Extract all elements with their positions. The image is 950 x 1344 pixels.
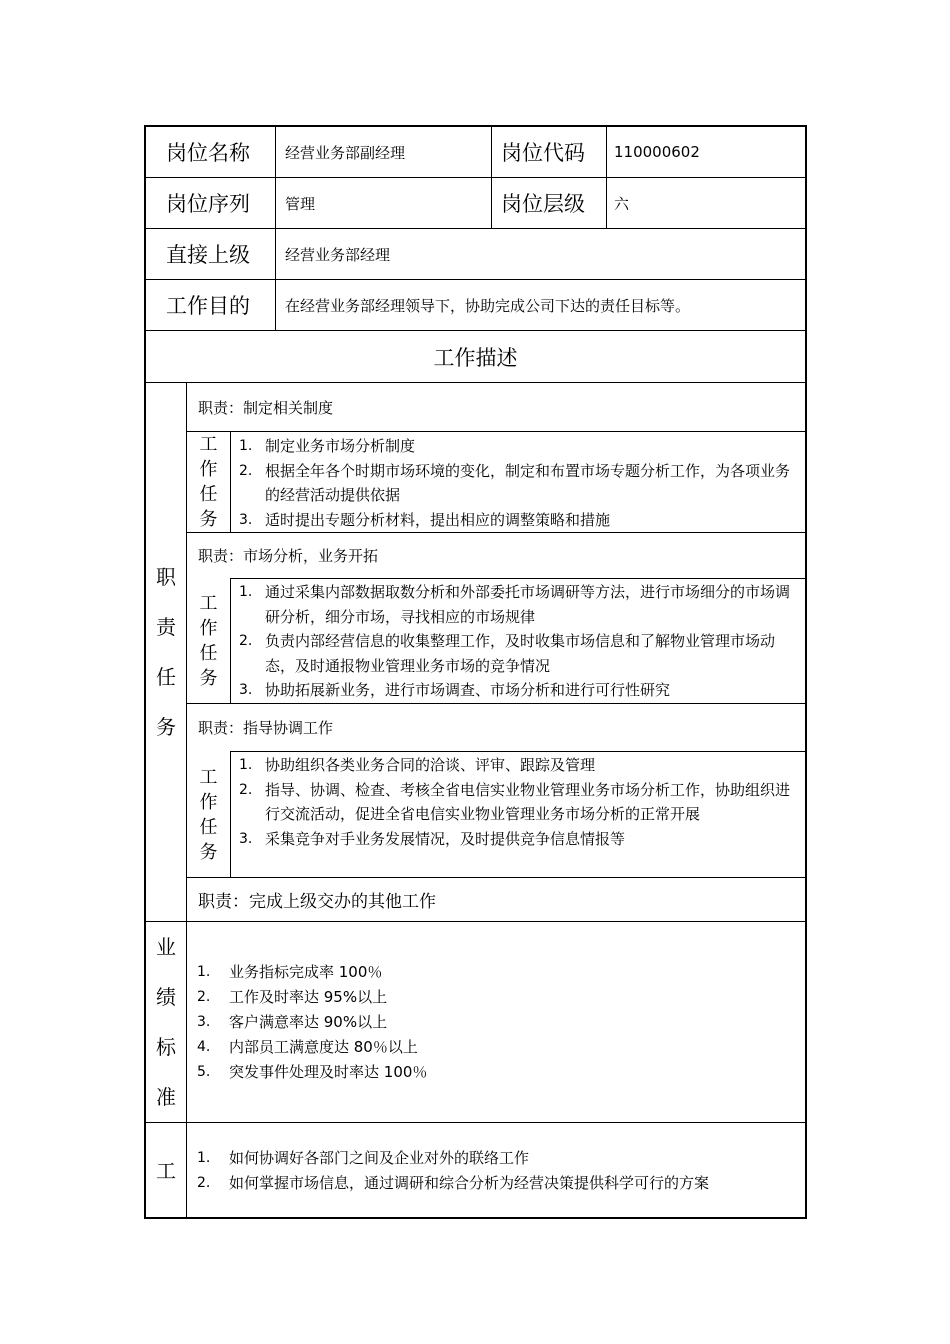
performance-item: 3. 客户满意率达 90%以上 — [197, 1013, 388, 1031]
purpose-value: 在经营业务部经理领导下，协助完成公司下达的责任目标等。 — [285, 296, 691, 315]
task-item: 1. 制定业务市场分析制度 — [239, 437, 416, 455]
task-item: 2. 指导、协调、检查、考核全省电信实业物业管理业务市场分析工作，协助组织进行交流活动，促进全省电信实业物业管理业务市场分析的正常开展 — [239, 780, 791, 823]
level-value: 六 — [614, 194, 630, 213]
task-label: 工 作 任 务 — [199, 434, 218, 530]
duties-section-label: 职 责 任 务 — [156, 565, 176, 739]
task-list — [231, 752, 805, 877]
performance-item: 4. 内部员工满意度达 80％以上 — [197, 1038, 418, 1056]
task-item: 3. 协助拓展新业务，进行市场调查、市场分析和进行可行性研究 — [239, 681, 671, 699]
performance-list — [187, 922, 805, 1122]
task-item: 1. 通过采集内部数据取数分析和外部委托市场调研等方法，进行市场细分的市场调研分析，细分市场，寻找相应的市场规律 — [239, 583, 791, 626]
sequence-label: 岗位序列 — [166, 192, 250, 216]
task-item: 2. 根据全年各个时期市场环境的变化，制定和布置市场专题分析工作，为各项业务的经营活动提供依据 — [239, 461, 791, 504]
task-list — [231, 432, 805, 532]
task-item: 2. 负责内部经营信息的收集整理工作，及时收集市场信息和了解物业管理市场动态，及时通报物业管理业务市场的竞争情况 — [239, 632, 776, 675]
difficulty-item: 2. 如何掌握市场信息，通过调研和综合分析为经营决策提供科学可行的方案 — [197, 1174, 710, 1192]
level-label: 岗位层级 — [501, 192, 585, 216]
work-description-title: 工作描述 — [433, 345, 518, 370]
task-item: 3. 适时提出专题分析材料，提出相应的调整策略和措施 — [239, 510, 611, 529]
performance-section-label: 业 绩 标 准 — [156, 935, 176, 1109]
position-name-label: 岗位名称 — [166, 141, 250, 165]
position-name-value: 经营业务部副经理 — [285, 143, 406, 162]
position-code-value: 110000602 — [614, 143, 700, 161]
job-description-table — [144, 125, 807, 1219]
task-item: 3. 采集竞争对手业务发展情况，及时提供竞争信息情报等 — [239, 829, 626, 848]
superior-label: 直接上级 — [166, 243, 250, 267]
task-list — [231, 579, 805, 703]
difficulty-section-label: 工 — [156, 1159, 176, 1183]
duty-title: 职责：制定相关制度 — [198, 398, 334, 417]
difficulty-item: 1. 如何协调好各部门之间及企业对外的联络工作 — [197, 1149, 530, 1167]
superior-value: 经营业务部经理 — [285, 245, 391, 264]
duty-title: 职责：市场分析，业务开拓 — [198, 547, 379, 565]
difficulty-list — [187, 1123, 805, 1219]
task-label: 工 作 任 务 — [199, 593, 218, 689]
task-item: 1. 协助组织各类业务合同的洽谈、评审、跟踪及管理 — [239, 756, 596, 774]
sequence-value: 管理 — [285, 194, 316, 213]
duty-title: 职责：指导协调工作 — [198, 719, 334, 737]
task-label: 工 作 任 务 — [199, 766, 218, 863]
performance-item: 5. 突发事件处理及时率达 100％ — [197, 1063, 428, 1081]
duty-title: 职责：完成上级交办的其他工作 — [198, 892, 436, 912]
performance-item: 1. 业务指标完成率 100％ — [197, 963, 383, 981]
performance-item: 2. 工作及时率达 95%以上 — [197, 988, 388, 1006]
purpose-label: 工作目的 — [166, 294, 250, 318]
position-code-label: 岗位代码 — [501, 141, 585, 165]
